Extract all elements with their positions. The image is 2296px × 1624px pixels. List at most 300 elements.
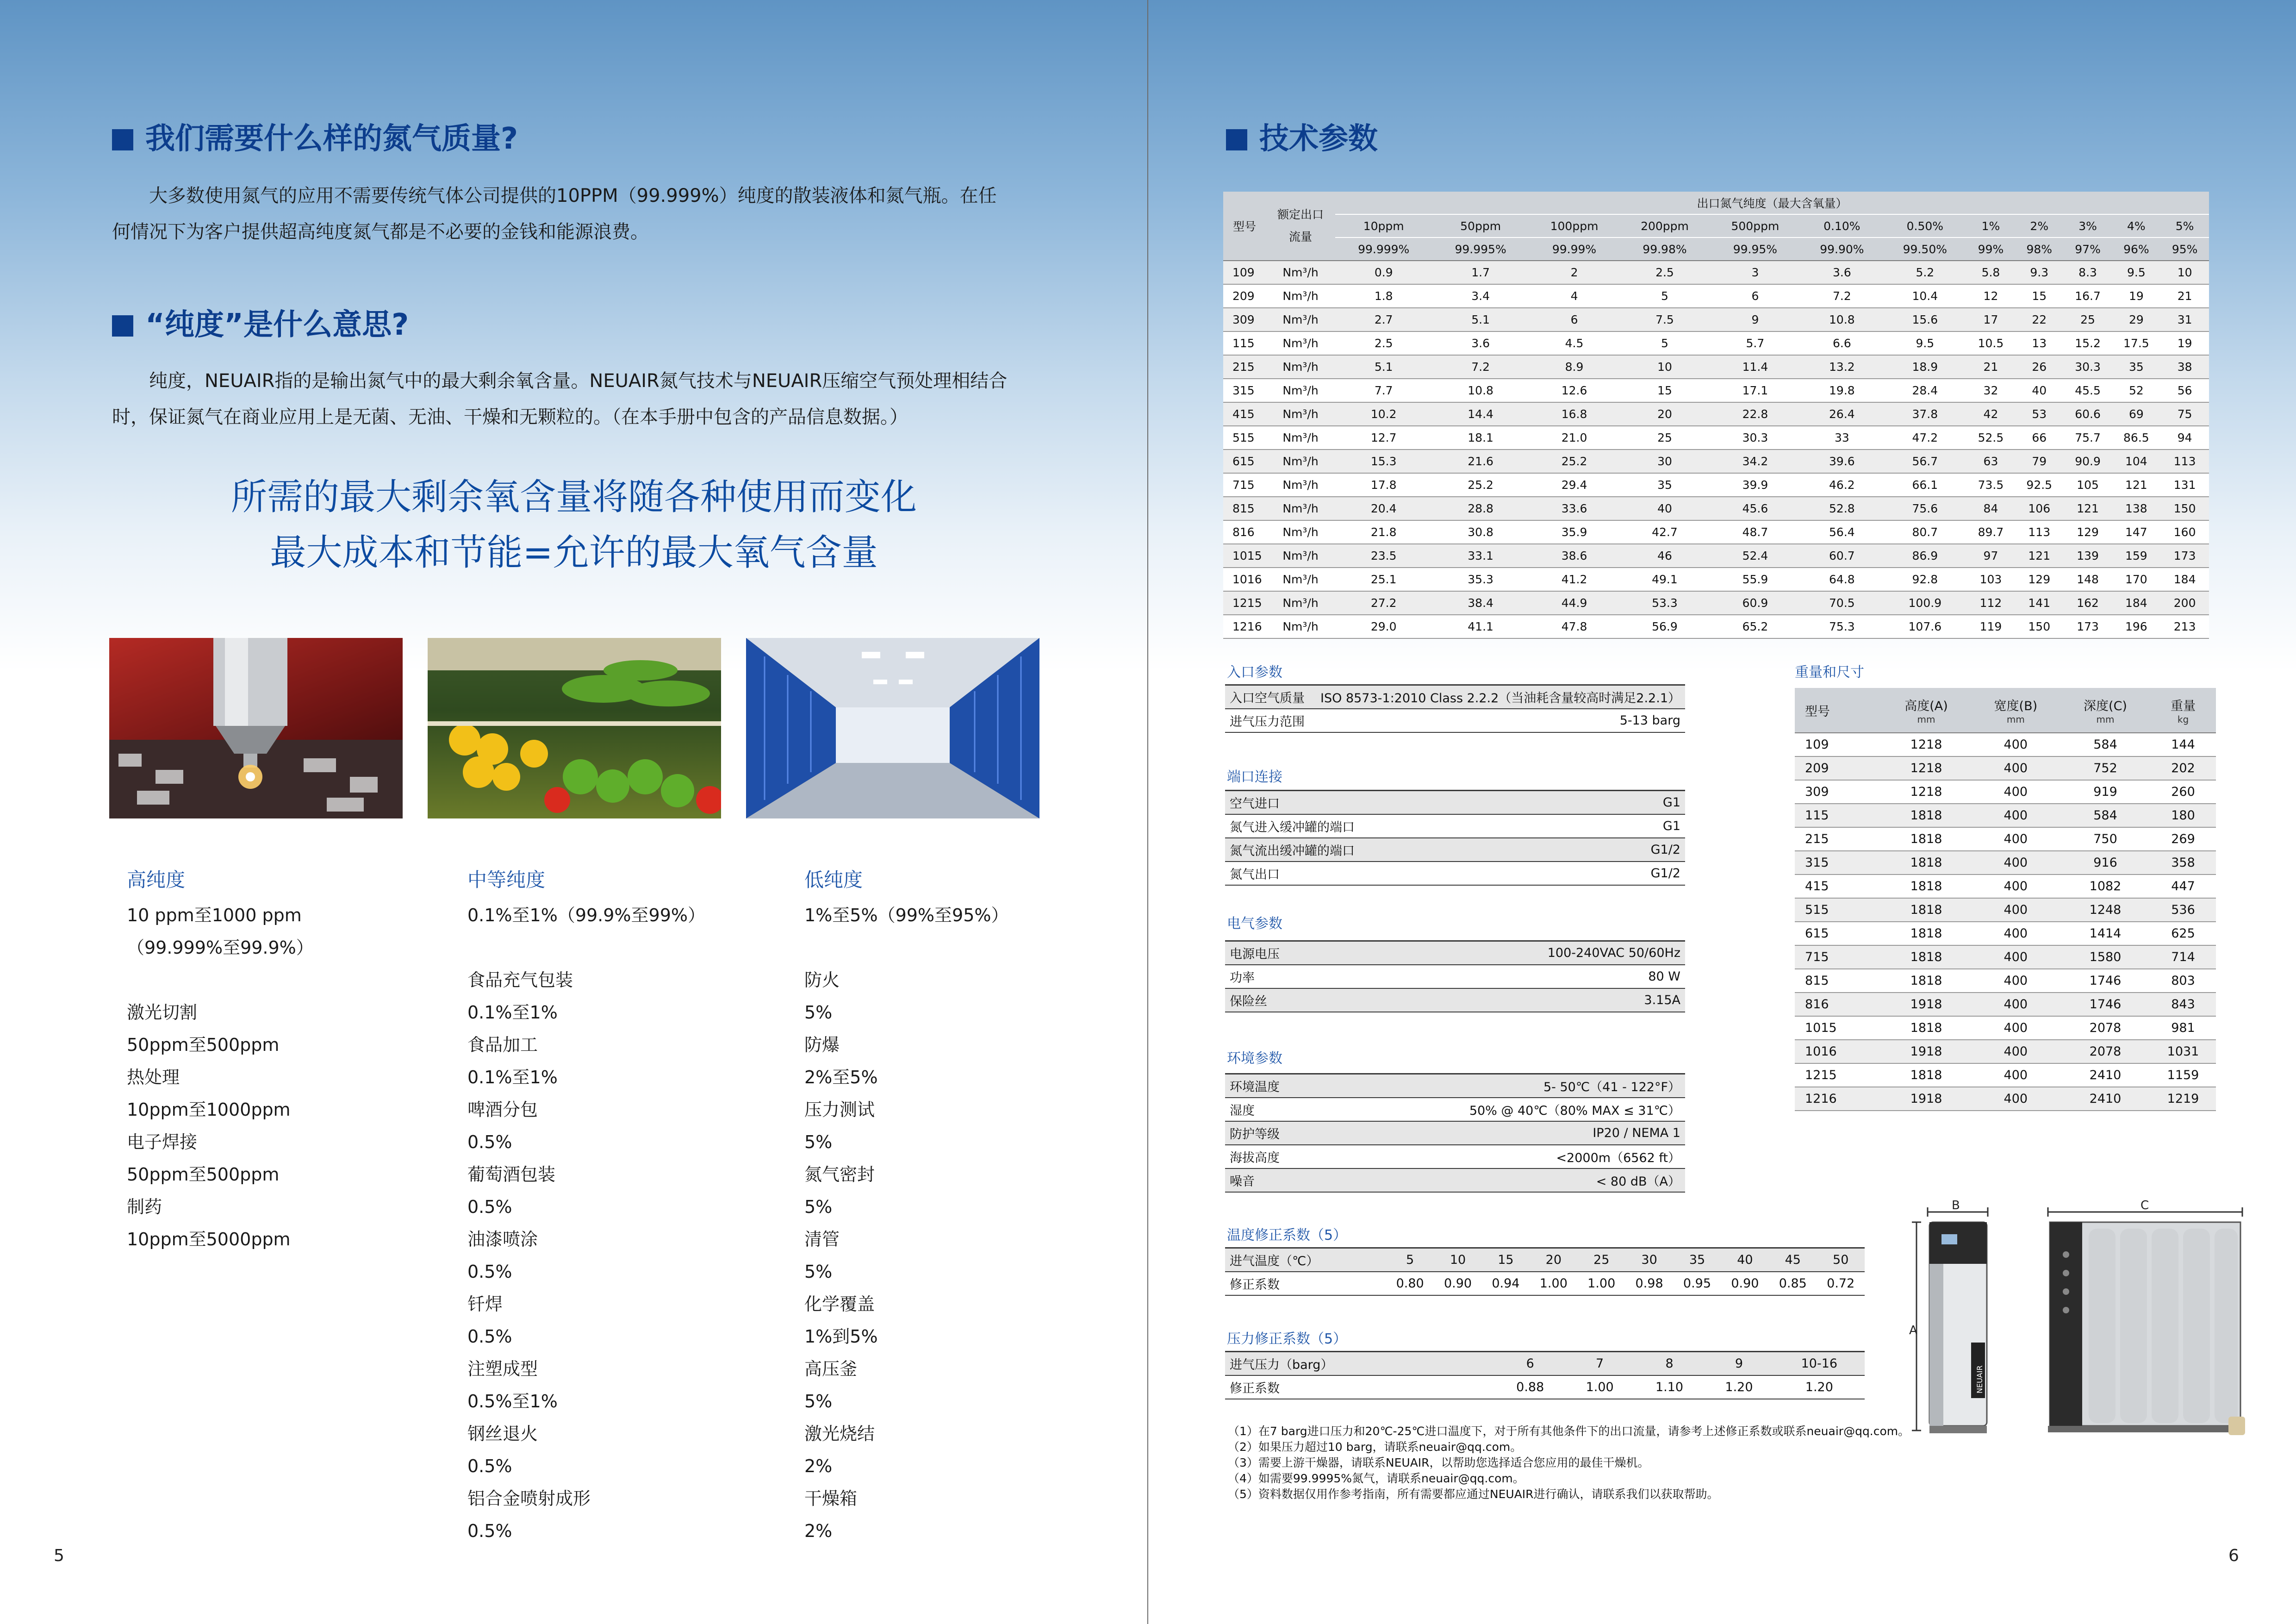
spec-table-row — [1223, 308, 2209, 331]
dims-cell: 1216 — [1795, 1087, 1881, 1111]
flow-cell: 0.9 — [1335, 261, 1432, 284]
flow-cell: 30.3 — [2064, 355, 2112, 379]
correction-cell: 7 — [1565, 1352, 1634, 1376]
server-room-photo — [746, 638, 1039, 818]
flow-cell: 37.8 — [1884, 402, 1966, 426]
flow-cell: 90.9 — [2064, 450, 2112, 473]
dims-cell: 1082 — [2060, 874, 2150, 898]
param-value: 3.15A — [1360, 988, 1685, 1012]
model-header: 型号 — [1223, 192, 1266, 261]
correction-cell: 0.72 — [1817, 1272, 1865, 1295]
model-cell: 415 — [1223, 402, 1266, 426]
purity-list-item: 注塑成型 — [467, 1359, 538, 1379]
param-row — [1225, 1168, 1685, 1192]
flow-cell: 107.6 — [1884, 615, 1966, 638]
unit-cell: Nm³/h — [1266, 497, 1335, 520]
purity-list-item: 10ppm至1000ppm — [127, 1099, 291, 1120]
dims-header-cell — [2150, 688, 2216, 733]
footnote: （1）在7 barg进口压力和20℃-25℃进口温度下，对于所有其他条件下的出口流量，请参考上述修正系数或联系neuair@qq.com。 — [1228, 1424, 1910, 1438]
dims-cell: 1818 — [1881, 922, 1971, 945]
dims-cell: 584 — [2060, 804, 2150, 827]
product-dimension-diagram — [1909, 1199, 2252, 1458]
flow-cell: 22.8 — [1710, 402, 1800, 426]
low-purity-list — [804, 899, 1110, 1547]
flow-cell: 19 — [2160, 331, 2209, 355]
correction-cell: 0.88 — [1495, 1375, 1565, 1399]
model-cell: 109 — [1223, 261, 1266, 284]
correction-cell: 8 — [1635, 1352, 1704, 1376]
dims-cell: 400 — [1971, 898, 2060, 922]
purity-list-item: 油漆喷涂 — [467, 1229, 538, 1249]
model-cell: 1016 — [1223, 568, 1266, 591]
flow-cell: 2 — [1529, 261, 1619, 284]
flow-cell: 29.4 — [1529, 473, 1619, 497]
dims-cell: 260 — [2150, 780, 2216, 804]
correction-cell: 9 — [1704, 1352, 1773, 1376]
purity-list-item: 5% — [804, 1197, 833, 1217]
purity-list-item: 化学覆盖 — [804, 1294, 875, 1314]
flow-cell: 40 — [1619, 497, 1710, 520]
correction-row — [1225, 1248, 1865, 1272]
flow-cell: 46 — [1619, 544, 1710, 568]
dims-cell: 400 — [1971, 780, 2060, 804]
flow-cell: 10 — [1619, 355, 1710, 379]
flow-cell: 40 — [2015, 379, 2064, 402]
flow-cell: 5 — [1619, 331, 1710, 355]
flow-cell: 33.6 — [1529, 497, 1619, 520]
flow-cell: 52.5 — [1966, 426, 2015, 450]
dimension-b-label: B — [1952, 1199, 1960, 1212]
dims-cell: 1746 — [2060, 969, 2150, 993]
dims-cell: 1248 — [2060, 898, 2150, 922]
flow-cell: 16.7 — [2064, 284, 2112, 308]
dims-cell: 400 — [1971, 827, 2060, 851]
param-row — [1225, 862, 1685, 885]
flow-cell: 129 — [2064, 520, 2112, 544]
flow-cell: 56.4 — [1800, 520, 1883, 544]
flow-cell: 3.4 — [1432, 284, 1529, 308]
param-name: 电源电压 — [1225, 941, 1360, 965]
flow-cell: 3.6 — [1800, 261, 1883, 284]
correction-cell: 1.00 — [1530, 1272, 1577, 1295]
ports-table — [1225, 790, 1685, 886]
laser-cutting-photo — [109, 638, 403, 818]
dims-cell: 1159 — [2150, 1063, 2216, 1087]
correction-row — [1225, 1375, 1865, 1399]
high-purity-column: 高纯度 10 ppm至1000 ppm （99.999%至99.9%） 激光切割 50ppm至500ppm 热处理 10ppm至1000ppm 电子焊接 50ppm至500ppm 制药 10ppm至5000ppm — [127, 865, 432, 1255]
purity-ppm-header: 5% — [2160, 214, 2209, 237]
param-name: 保险丝 — [1225, 988, 1360, 1012]
flow-cell: 162 — [2064, 591, 2112, 615]
high-purity-list — [127, 899, 432, 1255]
param-row — [1225, 838, 1685, 862]
dims-cell: 2078 — [2060, 1040, 2150, 1063]
pressure-correction-label: 压力修正系数（5） — [1227, 1331, 1347, 1347]
purity-list-item: 食品充气包装 — [467, 970, 573, 990]
flow-cell: 3 — [1710, 261, 1800, 284]
unit-cell: Nm³/h — [1266, 355, 1335, 379]
dims-cell: 109 — [1795, 733, 1881, 756]
purity-list-item: 5% — [804, 1391, 833, 1412]
purity-percent-header: 99.995% — [1432, 237, 1529, 261]
dims-table-row — [1795, 827, 2216, 851]
flow-cell: 80.7 — [1884, 520, 1966, 544]
unit-cell: Nm³/h — [1266, 615, 1335, 638]
spec-table-row — [1223, 591, 2209, 615]
purity-list-item: 10 ppm至1000 ppm — [127, 905, 302, 925]
food-shelf-photo — [428, 638, 721, 818]
dims-cell: 752 — [2060, 756, 2150, 780]
right-page — [1148, 0, 2296, 1624]
param-row — [1225, 1145, 1685, 1168]
flow-cell: 42 — [1966, 402, 2015, 426]
model-cell: 1215 — [1223, 591, 1266, 615]
purity-ppm-header: 10ppm — [1335, 214, 1432, 237]
dims-cell: 400 — [1971, 1063, 2060, 1087]
dims-cell: 1414 — [2060, 922, 2150, 945]
unit-cell: Nm³/h — [1266, 379, 1335, 402]
spec-table-row — [1223, 355, 2209, 379]
param-value: 50% @ 40℃（80% MAX ≤ 31℃） — [1323, 1098, 1685, 1121]
flow-cell: 5.2 — [1884, 261, 1966, 284]
ports-section-label: 端口连接 — [1227, 769, 1282, 785]
flow-cell: 29.0 — [1335, 615, 1432, 638]
weight-dimension-table — [1795, 688, 2216, 1111]
flow-cell: 41.2 — [1529, 568, 1619, 591]
dims-cell: 1218 — [1881, 733, 1971, 756]
purity-percent-header: 99% — [1966, 237, 2015, 261]
purity-percent-header: 99.95% — [1710, 237, 1800, 261]
flow-cell: 20.4 — [1335, 497, 1432, 520]
flow-cell: 15.6 — [1884, 308, 1966, 331]
param-name: 噪音 — [1225, 1168, 1323, 1192]
dims-cell: 916 — [2060, 851, 2150, 874]
dims-cell: 269 — [2150, 827, 2216, 851]
dims-table-row — [1795, 1087, 2216, 1111]
flow-cell: 113 — [2015, 520, 2064, 544]
correction-cell: 20 — [1530, 1248, 1577, 1272]
flow-cell: 8.9 — [1529, 355, 1619, 379]
flow-cell: 18.9 — [1884, 355, 1966, 379]
dims-header-row — [1795, 688, 2216, 733]
dims-cell: 2410 — [2060, 1087, 2150, 1111]
dims-cell: 400 — [1971, 804, 2060, 827]
flow-cell: 173 — [2064, 615, 2112, 638]
flow-cell: 16.8 — [1529, 402, 1619, 426]
flow-cell: 5.7 — [1710, 331, 1800, 355]
param-value: 5-13 barg — [1311, 709, 1685, 732]
flow-cell: 65.2 — [1710, 615, 1800, 638]
spec-table-row — [1223, 402, 2209, 426]
spec-table-body — [1223, 261, 2209, 638]
medium-purity-column: 中等纯度 0.1%至1%（99.9%至99%） 食品充气包装 0.1%至1% 食品加工 0.1%至1% 啤酒分包 0.5% 葡萄酒包装 0.5% 油漆喷涂 0.5% 钎焊 0.5% 注塑成型 0.5%至1% 钢丝退火 0.5% 铝合金喷射成形 0.5% — [467, 865, 773, 1547]
dims-header-cell — [1795, 688, 1881, 733]
flow-cell: 103 — [1966, 568, 2015, 591]
dims-cell: 1818 — [1881, 945, 1971, 969]
correction-cell: 1.20 — [1704, 1375, 1773, 1399]
flow-cell: 39.9 — [1710, 473, 1800, 497]
flow-cell: 92.8 — [1884, 568, 1966, 591]
flow-cell: 2.7 — [1335, 308, 1432, 331]
dims-unit-label: mm — [1917, 713, 1935, 725]
section-heading-specs: 技术参数 — [1226, 115, 1378, 157]
flow-cell: 12.7 — [1335, 426, 1432, 450]
dims-cell: 400 — [1971, 851, 2060, 874]
flow-cell: 46.2 — [1800, 473, 1883, 497]
param-name: 氮气进入缓冲罐的端口 — [1225, 814, 1581, 838]
model-cell: 1216 — [1223, 615, 1266, 638]
dims-table-row — [1795, 922, 2216, 945]
spec-table-row — [1223, 497, 2209, 520]
unit-cell: Nm³/h — [1266, 520, 1335, 544]
flow-cell: 14.4 — [1432, 402, 1529, 426]
correction-cell: 0.90 — [1721, 1272, 1769, 1295]
flow-cell: 25.2 — [1432, 473, 1529, 497]
dims-header-label: 宽度(B) — [1994, 699, 2038, 713]
dims-header-label: 重量 — [2171, 699, 2196, 713]
flow-cell: 34.2 — [1710, 450, 1800, 473]
purity-list-item: 2% — [804, 1521, 833, 1541]
flow-cell: 12 — [1966, 284, 2015, 308]
flow-cell: 35.9 — [1529, 520, 1619, 544]
flow-cell: 56.9 — [1619, 615, 1710, 638]
purity-list-item: 50ppm至500ppm — [127, 1035, 280, 1055]
flow-cell: 25 — [2064, 308, 2112, 331]
param-row — [1225, 1098, 1685, 1121]
param-value: 100-240VAC 50/60Hz — [1360, 941, 1685, 965]
flow-cell: 21 — [2160, 284, 2209, 308]
param-value: ISO 8573-1:2010 Class 2.2.2（当油耗含量较高时满足2.2.1） — [1311, 685, 1685, 709]
purity-percent-header: 95% — [2160, 237, 2209, 261]
flow-cell: 30 — [1619, 450, 1710, 473]
dims-cell: 1918 — [1881, 993, 1971, 1016]
flow-cell: 7.2 — [1800, 284, 1883, 308]
square-bullet-icon — [112, 315, 133, 337]
dims-cell: 400 — [1971, 874, 2060, 898]
purity-percent-header: 99.999% — [1335, 237, 1432, 261]
dims-section-label: 重量和尺寸 — [1795, 664, 1864, 681]
purity-percent-header: 97% — [2064, 237, 2112, 261]
flow-cell: 86.9 — [1884, 544, 1966, 568]
flow-cell: 7.7 — [1335, 379, 1432, 402]
flow-cell: 105 — [2064, 473, 2112, 497]
purity-percent-header: 99.98% — [1619, 237, 1710, 261]
dims-cell: 1818 — [1881, 827, 1971, 851]
flow-cell: 148 — [2064, 568, 2112, 591]
model-cell: 215 — [1223, 355, 1266, 379]
flow-cell: 9.5 — [2112, 261, 2160, 284]
flow-cell: 10.8 — [1800, 308, 1883, 331]
unit-cell: Nm³/h — [1266, 544, 1335, 568]
flow-cell: 47.8 — [1529, 615, 1619, 638]
flow-cell: 9 — [1710, 308, 1800, 331]
flow-cell: 160 — [2160, 520, 2209, 544]
correction-label: 修正系数 — [1225, 1272, 1386, 1295]
correction-cell: 1.20 — [1774, 1375, 1865, 1399]
electric-section-label: 电气参数 — [1227, 916, 1282, 932]
param-value: 5- 50℃（41 - 122°F） — [1323, 1074, 1685, 1098]
flow-header: 额定出口 流量 — [1266, 192, 1335, 261]
flow-cell: 10.2 — [1335, 402, 1432, 426]
flow-cell: 55.9 — [1710, 568, 1800, 591]
flow-cell: 49.1 — [1619, 568, 1710, 591]
flow-cell: 84 — [1966, 497, 2015, 520]
purity-percent-header: 96% — [2112, 237, 2160, 261]
flow-cell: 147 — [2112, 520, 2160, 544]
dims-cell: 1015 — [1795, 1016, 1881, 1040]
purity-list-item: 制药 — [127, 1197, 162, 1217]
correction-row — [1225, 1352, 1865, 1376]
correction-cell: 5 — [1386, 1248, 1434, 1272]
flow-cell: 129 — [2015, 568, 2064, 591]
dims-cell: 981 — [2150, 1016, 2216, 1040]
purity-list-item: 0.5% — [467, 1197, 512, 1217]
flow-cell: 30.8 — [1432, 520, 1529, 544]
flow-cell: 44.9 — [1529, 591, 1619, 615]
param-name: 氮气流出缓冲罐的端口 — [1225, 838, 1581, 862]
flow-cell: 159 — [2112, 544, 2160, 568]
dims-header-cell — [2060, 688, 2150, 733]
dims-cell: 1218 — [1881, 780, 1971, 804]
dims-cell: 1219 — [2150, 1087, 2216, 1111]
flow-cell: 25.1 — [1335, 568, 1432, 591]
flow-cell: 104 — [2112, 450, 2160, 473]
param-name: 海拔高度 — [1225, 1145, 1323, 1168]
purity-list-item: 5% — [804, 1132, 833, 1152]
dims-table-row — [1795, 851, 2216, 874]
flow-cell: 113 — [2160, 450, 2209, 473]
unit-cell: Nm³/h — [1266, 473, 1335, 497]
correction-cell: 25 — [1578, 1248, 1625, 1272]
flow-cell: 1.7 — [1432, 261, 1529, 284]
param-name: 湿度 — [1225, 1098, 1323, 1121]
flow-cell: 52.4 — [1710, 544, 1800, 568]
flow-cell: 56.7 — [1884, 450, 1966, 473]
correction-cell: 0.94 — [1482, 1272, 1530, 1295]
model-cell: 816 — [1223, 520, 1266, 544]
unit-cell: Nm³/h — [1266, 261, 1335, 284]
purity-list-item: 0.5% — [467, 1262, 512, 1282]
flow-cell: 10.5 — [1966, 331, 2015, 355]
param-value: IP20 / NEMA 1 — [1323, 1121, 1685, 1145]
correction-cell: 45 — [1769, 1248, 1817, 1272]
unit-cell: Nm³/h — [1266, 591, 1335, 615]
purity-list-item — [804, 931, 1110, 964]
dims-cell: 1918 — [1881, 1087, 1971, 1111]
flow-cell: 56 — [2160, 379, 2209, 402]
flow-cell: 7.5 — [1619, 308, 1710, 331]
purity-list-item: 铝合金喷射成形 — [467, 1488, 591, 1509]
correction-label: 修正系数 — [1225, 1375, 1495, 1399]
flow-cell: 11.4 — [1710, 355, 1800, 379]
flow-cell: 3.6 — [1432, 331, 1529, 355]
flow-cell: 4.5 — [1529, 331, 1619, 355]
flow-cell: 131 — [2160, 473, 2209, 497]
flow-cell: 33 — [1800, 426, 1883, 450]
purity-list-item: 1%到5% — [804, 1326, 878, 1347]
model-cell: 815 — [1223, 497, 1266, 520]
param-row — [1225, 941, 1685, 965]
flow-cell: 26.4 — [1800, 402, 1883, 426]
flow-cell: 53 — [2015, 402, 2064, 426]
model-cell: 309 — [1223, 308, 1266, 331]
dims-unit-label: mm — [2096, 713, 2115, 725]
dims-cell: 714 — [2150, 945, 2216, 969]
flow-cell: 15 — [2015, 284, 2064, 308]
flow-cell: 79 — [2015, 450, 2064, 473]
flow-cell: 27.2 — [1335, 591, 1432, 615]
flow-cell: 21.8 — [1335, 520, 1432, 544]
server-room-illustration — [746, 638, 1039, 818]
correction-cell: 1.00 — [1578, 1272, 1625, 1295]
flow-cell: 1.8 — [1335, 284, 1432, 308]
flow-cell: 70.5 — [1800, 591, 1883, 615]
dims-table-row — [1795, 1063, 2216, 1087]
flow-cell: 15 — [1619, 379, 1710, 402]
footnote: （4）如需要99.9995%氮气，请联系neuair@qq.com。 — [1228, 1472, 1524, 1485]
flow-cell: 112 — [1966, 591, 2015, 615]
flow-cell: 200 — [2160, 591, 2209, 615]
purity-list-item: 2% — [804, 1456, 833, 1476]
flow-cell: 66 — [2015, 426, 2064, 450]
correction-cell: 30 — [1625, 1248, 1673, 1272]
flow-cell: 173 — [2160, 544, 2209, 568]
param-value: G1/2 — [1581, 862, 1685, 885]
dims-cell: 1818 — [1881, 898, 1971, 922]
flow-cell: 33.1 — [1432, 544, 1529, 568]
correction-cell: 10-16 — [1774, 1352, 1865, 1376]
flow-cell: 25.2 — [1529, 450, 1619, 473]
flow-cell: 141 — [2015, 591, 2064, 615]
correction-cell: 15 — [1482, 1248, 1530, 1272]
env-section-label: 环境参数 — [1227, 1050, 1282, 1067]
dims-table-row — [1795, 733, 2216, 756]
dims-table-row — [1795, 804, 2216, 827]
param-row — [1225, 709, 1685, 732]
flow-cell: 92.5 — [2015, 473, 2064, 497]
unit-cell: Nm³/h — [1266, 331, 1335, 355]
flow-cell: 184 — [2112, 591, 2160, 615]
purity-list-item: 干燥箱 — [804, 1488, 858, 1509]
dims-cell: 815 — [1795, 969, 1881, 993]
purity-list-item: 0.5% — [467, 1132, 512, 1152]
page-number-right: 6 — [2228, 1546, 2239, 1565]
purity-list-item: 激光切割 — [127, 1002, 198, 1023]
model-cell: 1015 — [1223, 544, 1266, 568]
dims-cell: 215 — [1795, 827, 1881, 851]
flow-cell: 196 — [2112, 615, 2160, 638]
flow-cell: 66.1 — [1884, 473, 1966, 497]
param-name: 空气进口 — [1225, 791, 1581, 815]
flow-cell: 53.3 — [1619, 591, 1710, 615]
flow-cell: 32 — [1966, 379, 2015, 402]
ppm-header-row — [1223, 214, 2209, 237]
spec-table-row — [1223, 473, 2209, 497]
inlet-section-label: 入口参数 — [1227, 664, 1282, 681]
purity-list-item: 激光烧结 — [804, 1424, 875, 1444]
temp-correction-label: 温度修正系数（5） — [1227, 1227, 1347, 1243]
low-purity-column: 低纯度 1%至5%（99%至95%） 防火 5% 防爆 2%至5% 压力测试 5% 氮气密封 5% 清管 5% 化学覆盖 1%到5% 高压釜 5% 激光烧结 2% 干燥箱 2% — [804, 865, 1110, 1547]
flow-cell: 22 — [2015, 308, 2064, 331]
model-cell: 515 — [1223, 426, 1266, 450]
dims-cell: 400 — [1971, 945, 2060, 969]
correction-cell: 35 — [1673, 1248, 1721, 1272]
flow-cell: 39.6 — [1800, 450, 1883, 473]
quality-paragraph: 大多数使用氮气的应用不需要传统气体公司提供的10PPM（99.999%）纯度的散装液体和氮气瓶。在任 何情况下为客户提供超高纯度氮气都是不必要的金钱和能源浪费。 — [112, 185, 997, 243]
page-number-left: 5 — [54, 1546, 64, 1565]
param-name: 氮气出口 — [1225, 862, 1581, 885]
dimension-c-label: C — [2140, 1199, 2149, 1212]
